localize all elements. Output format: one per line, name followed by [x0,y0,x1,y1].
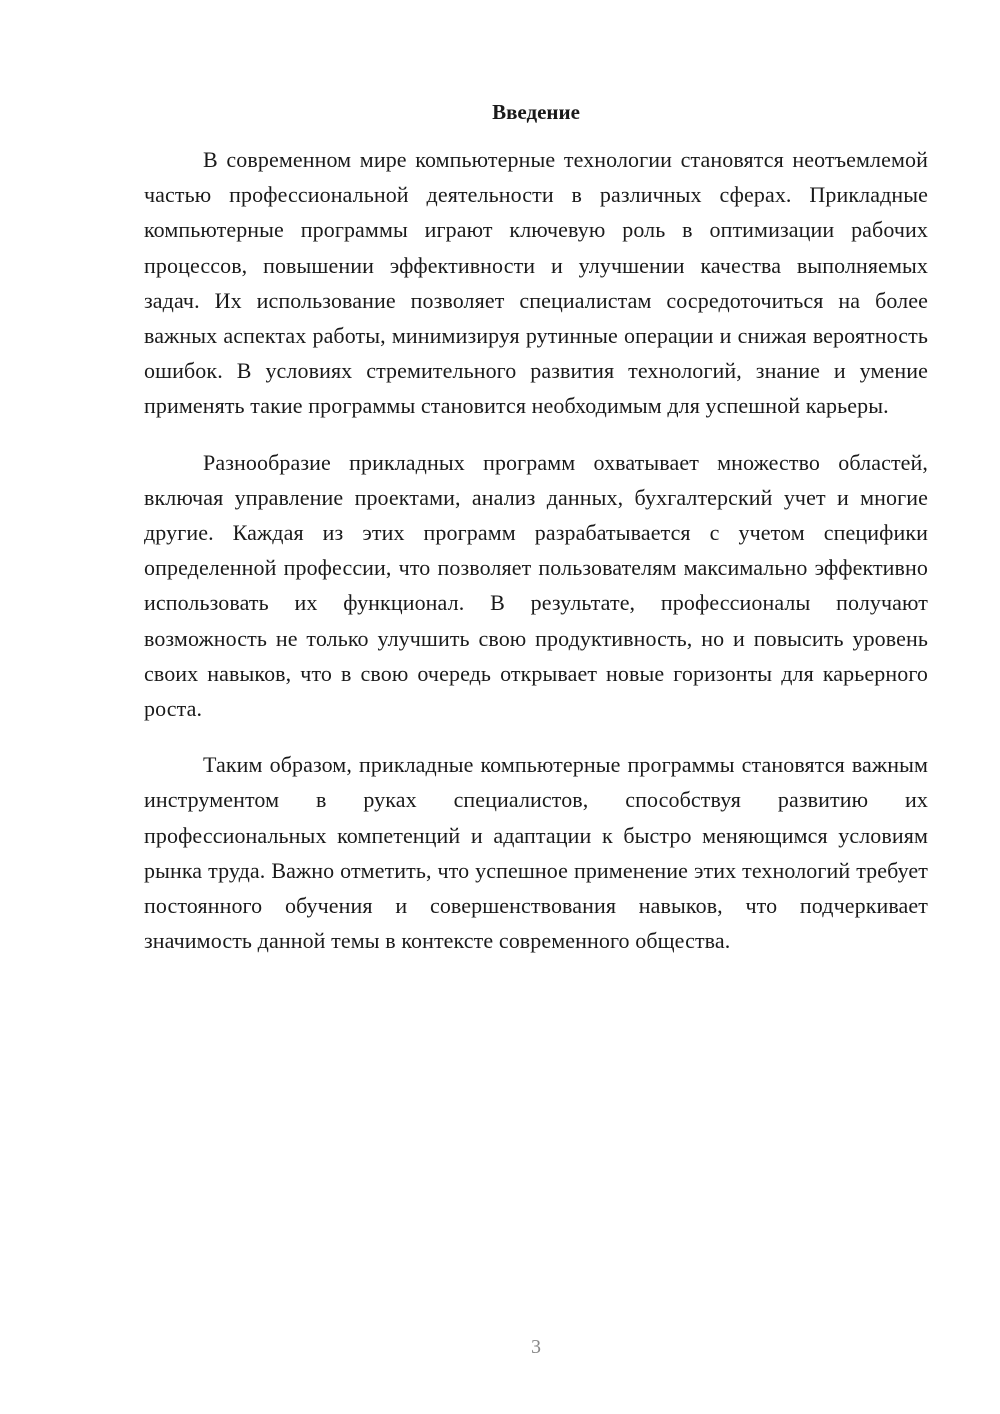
paragraph-1: В современном мире компьютерные технологии становятся неотъемлемой частью профессиональной деятельности в различных сферах. Прикладные компьютерные программы играют ключевую роль в оптимизации рабочих процессов, повышении эффективности и улучшении качества выполняемых задач. Их использование позволяет специалистам сосредоточиться на более важных аспектах работы, минимизируя рутинные операции и снижая вероятность ошибок. В условиях стремительного развития технологий, знание и умение применять такие программы становится необходимым для успешной карьеры. [144,147,928,419]
paragraph-3: Таким образом, прикладные компьютерные программы становятся важным инструментом в руках специалистов, способствуя развитию их профессиональных компетенций и адаптации к быстро меняющимся условиям рынка труда. Важно отметить, что успешное применение этих технологий требует постоянного обучения и совершенствования навыков, что подчеркивает значимость данной темы в контексте современного общества. [144,752,928,954]
body-text [144,142,928,979]
page-number: 3 [531,1336,541,1358]
section-heading: Введение [492,100,580,124]
paragraph-2: Разнообразие прикладных программ охватывает множество областей, включая управление проектами, анализ данных, бухгалтерский учет и многие другие. Каждая из этих программ разрабатывается с учетом специфики определенной профессии, что позволяет пользователям максимально эффективно использовать их функционал. В результате, профессионалы получают возможность не только улучшить свою продуктивность, но и повысить уровень своих навыков, что в свою очередь открывает новые горизонты для карьерного роста. [144,449,928,722]
